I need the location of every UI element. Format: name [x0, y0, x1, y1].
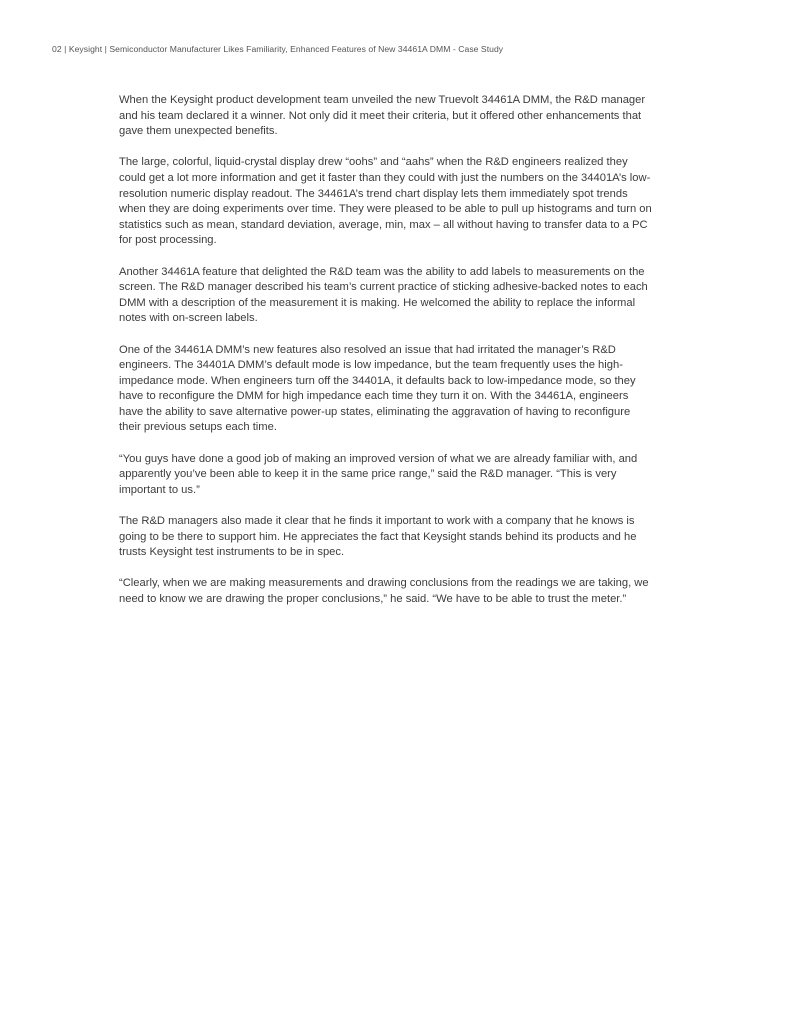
paragraph-power-up-states: One of the 34461A DMM’s new features also resolved an issue that had irritated the manager’s R&D engineers. The 34401A DMM’s default mode is low impedance, but the team frequently uses the high-impedance mode. When engineers turn off the 34401A, it defaults back to low-impedance mode, so they have to reconfigure the DMM for high impedance each time they turn it on. With the 34461A, engineers have the ability to save alternative power-up states, eliminating the aggravation of having to reconfigure their previous setups each time.	[119, 343, 636, 434]
article-body	[119, 93, 655, 623]
paragraph-support: The R&D managers also made it clear that he finds it important to work with a company that he knows is going to be there to support him. He appreciates the fact that Keysight stands behind its products and he trusts Keysight test instruments to be in spec.	[119, 515, 637, 559]
paragraph-quote-improved: “You guys have done a good job of making an improved version of what we are already familiar with, and apparently you’ve been able to keep it in the same price range,” said the R&D manager. “This is very important to us.”	[119, 452, 638, 496]
running-header: 02 | Keysight | Semiconductor Manufacturer Likes Familiarity, Enhanced Features of New 34461A DMM - Case Study	[52, 44, 504, 54]
paragraph-quote-trust: “Clearly, when we are making measurements and drawing conclusions from the readings we are taking, we need to know we are drawing the proper conclusions,” he said. “We have to be able to trust the meter.”	[119, 577, 649, 605]
paragraph-lcd-display: The large, colorful, liquid-crystal display drew “oohs” and “aahs” when the R&D engineers realized they could get a lot more information and get it faster than they could with just the numbers on the 34401A’s low-resolution numeric display readout. The 34461A’s trend chart display lets them immediately spot trends when they are doing experiments over time. They were pleased to be able to pull up histograms and turn on statistics such as mean, standard deviation, average, min, max – all without having to transfer data to a PC for post processing.	[119, 156, 652, 247]
paragraph-labels: Another 34461A feature that delighted the R&D team was the ability to add labels to measurements on the screen. The R&D manager described his team’s current practice of sticking adhesive-backed notes to each DMM with a description of the measurement it is making. He welcomed the ability to replace the informal notes with on-screen labels.	[119, 265, 648, 325]
paragraph-display-intro: When the Keysight product development team unveiled the new Truevolt 34461A DMM, the R&D manager and his team declared it a winner. Not only did it meet their criteria, but it offered other enhancements that gave them unexpected benefits.	[119, 94, 646, 138]
